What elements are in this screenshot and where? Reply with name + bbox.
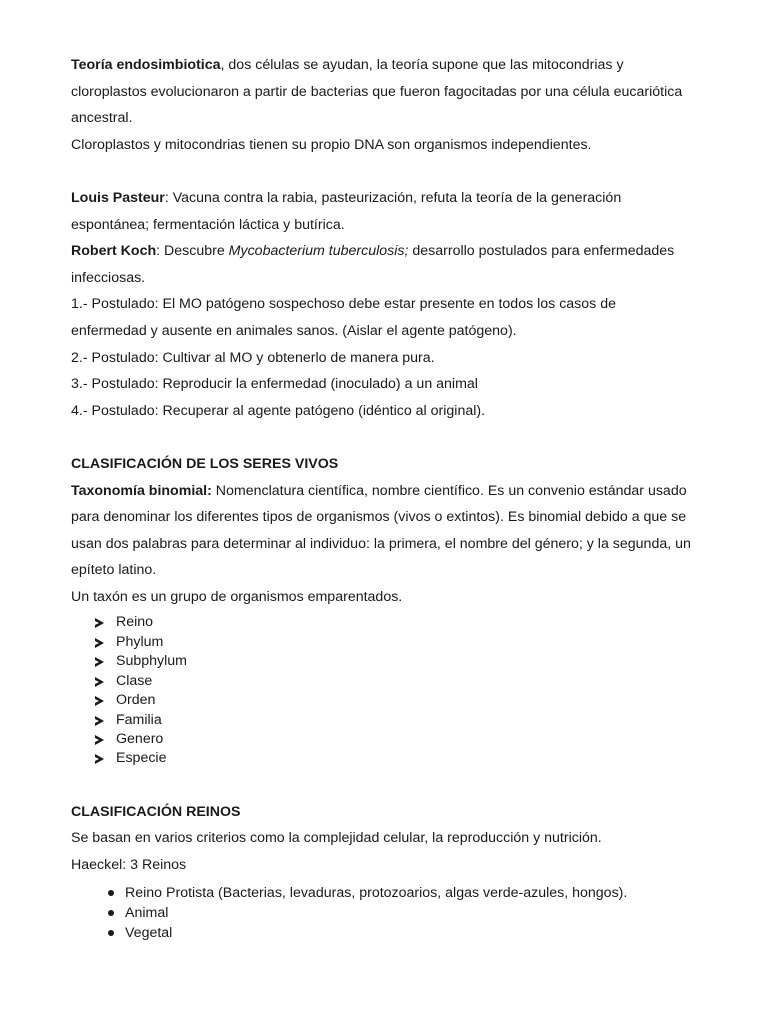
document-page <box>71 52 691 944</box>
spacer <box>71 424 691 451</box>
classification-heading: CLASIFICACIÓN DE LOS SERES VIVOS <box>71 455 339 472</box>
taxonomy-definition: Nomenclatura científica, nombre científico. Es un convenio estándar usado para denominar los diferentes tipos de organismos (vivos o extintos). Es binomial debido a que se usan dos palabras para determinar al individuo: la primera, el nombre del género; y la segunda, un epíteto latino. <box>71 482 691 579</box>
list-item: Especie <box>95 749 691 768</box>
taxonomic-ranks-list <box>71 613 691 768</box>
arrow-bullet-icon <box>95 716 104 726</box>
list-item: Reino <box>95 613 691 632</box>
spacer <box>71 158 691 185</box>
list-item: Subphylum <box>95 652 691 671</box>
endosymbiotic-paragraph <box>71 52 691 132</box>
list-item: Orden <box>95 691 691 710</box>
postulate-1: 1.- Postulado: El MO patógeno sospechoso debe estar presente en todos los casos de enfermedad y ausente en animales sanos. (Aislar el agente patógeno). <box>71 296 616 339</box>
dot-bullet-icon <box>108 930 114 936</box>
arrow-bullet-icon <box>95 618 104 628</box>
arrow-bullet-icon <box>95 657 104 667</box>
arrow-bullet-icon <box>95 735 104 745</box>
taxon-note: Un taxón es un grupo de organismos emparentados. <box>71 588 403 605</box>
koch-paragraph <box>71 238 691 291</box>
arrow-bullet-icon <box>95 638 104 648</box>
postulate-2: 2.- Postulado: Cultivar al MO y obtenerlo de manera pura. <box>71 349 435 366</box>
koch-pre: : Descubre <box>156 243 229 260</box>
list-item: Animal <box>108 903 691 923</box>
koch-species: Mycobacterium tuberculosis; <box>228 243 409 260</box>
arrow-bullet-icon <box>95 696 104 706</box>
organelle-dna-note: Cloroplastos y mitocondrias tienen su propio DNA son organismos independientes. <box>71 136 592 153</box>
dot-bullet-icon <box>108 890 114 896</box>
pasteur-text: : Vacuna contra la rabia, pasteurización, refuta la teoría de la generación espontánea; fermentación láctica y butírica. <box>71 189 622 233</box>
koch-post: desarrollo postulados para enfermedades infecciosas. <box>71 243 675 286</box>
dot-bullet-icon <box>108 910 114 916</box>
kingdoms-heading: CLASIFICACIÓN REINOS <box>71 803 241 820</box>
kingdoms-list <box>71 883 691 944</box>
list-item: Vegetal <box>108 923 691 943</box>
spacer <box>71 769 691 799</box>
koch-name: Robert Koch <box>71 243 157 260</box>
arrow-bullet-icon <box>95 754 104 764</box>
list-item: Reino Protista (Bacterias, levaduras, protozoarios, algas verde-azules, hongos). <box>108 883 691 903</box>
taxonomy-term: Taxonomía binomial: <box>71 482 212 499</box>
postulate-3: 3.- Postulado: Reproducir la enfermedad (inoculado) a un animal <box>71 376 478 393</box>
endosymbiotic-definition: , dos células se ayudan, la teoría supone que las mitocondrias y cloroplastos evolucionaron a partir de bacterias que fueron fagocitadas por una célula eucariótica ancestral. <box>71 57 683 127</box>
postulate-4: 4.- Postulado: Recuperar al agente patógeno (idéntico al original). <box>71 402 486 419</box>
list-item: Familia <box>95 711 691 730</box>
list-item: Genero <box>95 730 691 749</box>
list-item: Phylum <box>95 633 691 652</box>
list-item: Clase <box>95 672 691 691</box>
arrow-bullet-icon <box>95 677 104 687</box>
endosymbiotic-term: Teoría endosimbiotica <box>71 57 221 73</box>
haeckel-line: Haeckel: 3 Reinos <box>71 856 187 873</box>
pasteur-name: Louis Pasteur <box>71 189 165 206</box>
pasteur-paragraph <box>71 185 691 238</box>
taxonomy-paragraph <box>71 478 691 584</box>
kingdoms-intro: Se basan en varios criterios como la complejidad celular, la reproducción y nutrición. <box>71 830 602 847</box>
